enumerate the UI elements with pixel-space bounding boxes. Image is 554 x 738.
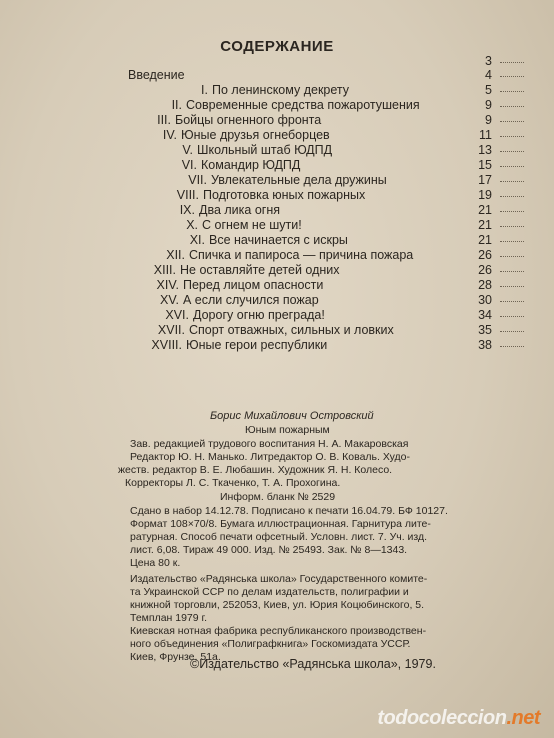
toc-leader-dots bbox=[500, 196, 524, 197]
toc-entry bbox=[0, 218, 554, 234]
toc-entry-page: 21 bbox=[478, 218, 492, 232]
publisher-imprint: ©Издательство «Радянська школа», 1979. bbox=[190, 657, 436, 671]
toc-entry bbox=[0, 143, 554, 159]
colophon-line: жеств. редактор В. Е. Любашин. Художник Я. Н. Колесо. bbox=[118, 464, 393, 476]
toc-entry-page: 34 bbox=[478, 308, 492, 322]
toc-entry-page: 4 bbox=[485, 68, 492, 82]
toc-entry-page: 19 bbox=[478, 188, 492, 202]
toc-entry-page: 30 bbox=[478, 293, 492, 307]
toc-entry bbox=[0, 203, 554, 219]
toc-entry bbox=[0, 263, 554, 279]
toc-leader-dots bbox=[500, 331, 524, 332]
toc-entry-page: 13 bbox=[478, 143, 492, 157]
toc-entry-label: Подготовка юных пожарных bbox=[203, 188, 366, 202]
toc-leader-dots bbox=[500, 256, 524, 257]
toc-entry-number: VII. bbox=[188, 173, 207, 187]
colophon-line: Темплан 1979 г. bbox=[130, 612, 207, 624]
toc-leader-dots bbox=[500, 346, 524, 347]
toc-leader-dots bbox=[500, 166, 524, 167]
colophon-line: Формат 108×70/8. Бумага иллюстрационная. Гарнитура лите- bbox=[130, 518, 431, 530]
toc-leader-dots bbox=[500, 106, 524, 107]
toc-entry bbox=[0, 338, 554, 354]
toc-entry-label: А если случился пожар bbox=[183, 293, 319, 307]
toc-entry-label: Юные друзья огнеборцев bbox=[181, 128, 330, 142]
colophon-line: Киев, Фрунзе, 51а. bbox=[130, 651, 221, 663]
toc-entry-label: Школьный штаб ЮДПД bbox=[197, 143, 333, 157]
toc-entry-label: Спорт отважных, сильных и ловких bbox=[189, 323, 394, 337]
colophon-line: Редактор Ю. Н. Манько. Литредактор О. В. Коваль. Худо- bbox=[130, 451, 410, 463]
toc-entry-page: 9 bbox=[485, 113, 492, 127]
toc-entry-number: VI. bbox=[181, 158, 197, 172]
toc-entry-label: Перед лицом опасности bbox=[183, 278, 324, 292]
toc-entry-number: XI. bbox=[189, 233, 205, 247]
toc-entry bbox=[0, 113, 554, 129]
toc-leader-dots bbox=[500, 181, 524, 182]
toc-leader-dots bbox=[500, 211, 524, 212]
toc-entry-page: 9 bbox=[485, 98, 492, 112]
toc-entry-label: Введение bbox=[128, 68, 185, 82]
toc-entry-page: 21 bbox=[478, 203, 492, 217]
toc-leader-dots bbox=[500, 226, 524, 227]
toc-entry-number: III. bbox=[157, 113, 171, 127]
toc-entry-page: 38 bbox=[478, 338, 492, 352]
colophon-line: Цена 80 к. bbox=[130, 557, 181, 569]
toc-entry-number: XIII. bbox=[153, 263, 176, 277]
watermark-logo bbox=[377, 707, 540, 730]
colophon-line: ратурная. Способ печати офсетный. Условн. лист. 7. Уч. изд. bbox=[130, 531, 428, 543]
colophon-line: та Украинской ССР по делам издательств, полиграфии и bbox=[130, 586, 409, 598]
toc-entry-label: Дорогу огню преграда! bbox=[193, 308, 325, 322]
toc-entry-number: XV. bbox=[159, 293, 179, 307]
toc-leader-dots bbox=[500, 316, 524, 317]
toc-entry bbox=[0, 68, 554, 84]
toc-entry-page: 26 bbox=[478, 263, 492, 277]
toc-entry bbox=[0, 158, 554, 174]
toc-leader-dots bbox=[500, 76, 524, 77]
toc-entry-page: 21 bbox=[478, 233, 492, 247]
toc-entry bbox=[0, 188, 554, 204]
colophon-line: Киевская нотная фабрика республиканского производствен- bbox=[130, 625, 427, 637]
toc-entry bbox=[0, 323, 554, 339]
toc-entry-number: VIII. bbox=[176, 188, 199, 202]
watermark-text: todocoleccion bbox=[377, 707, 507, 729]
toc-leader-dots bbox=[500, 241, 524, 242]
toc-leader-dots bbox=[500, 271, 524, 272]
toc-entry-number: IX. bbox=[179, 203, 195, 217]
toc-entry-number: XVII. bbox=[157, 323, 185, 337]
toc-entry-number: II. bbox=[171, 98, 182, 112]
toc-entry-number: XIV. bbox=[156, 278, 179, 292]
toc-entry-label: Не оставляйте детей одних bbox=[180, 263, 340, 277]
toc-entry-label: Юные герои республики bbox=[186, 338, 328, 352]
colophon-line: Зав. редакцией трудового воспитания Н. А. Макаровская bbox=[130, 438, 409, 450]
toc-entry-label: По ленинскому декрету bbox=[212, 83, 350, 97]
toc-leader-dots bbox=[500, 121, 524, 122]
toc-entry bbox=[0, 248, 554, 264]
watermark-tld: .net bbox=[506, 707, 540, 729]
toc-entry-label: Бойцы огненного фронта bbox=[175, 113, 322, 127]
colophon-line: книжной торговли, 252053, Киев, ул. Юрия Коцюбинского, 5. bbox=[130, 599, 425, 611]
toc-entry-number: I. bbox=[201, 83, 208, 97]
colophon-line: Издательство «Радянська школа» Государственного комите- bbox=[130, 573, 428, 585]
toc-entry-page: 26 bbox=[478, 248, 492, 262]
toc-entry-page: 17 bbox=[478, 173, 492, 187]
toc-leader-dots bbox=[500, 301, 524, 302]
toc-entry-label: Современные средства пожаротушения bbox=[186, 98, 420, 112]
toc-leader-dots bbox=[500, 286, 524, 287]
toc-entry bbox=[0, 233, 554, 249]
toc-leader-dots bbox=[500, 151, 524, 152]
toc-entry-page: 35 bbox=[478, 323, 492, 337]
toc-entry bbox=[0, 278, 554, 294]
toc-entry-label: Два лика огня bbox=[199, 203, 281, 217]
colophon-line: Корректоры Л. С. Ткаченко, Т. А. Прохогина. bbox=[125, 477, 341, 489]
colophon-line: Информ. бланк № 2529 bbox=[220, 491, 336, 503]
toc-entry-number: IV. bbox=[162, 128, 177, 142]
toc-entry-label: Командир ЮДПД bbox=[201, 158, 301, 172]
toc-entry-page: 15 bbox=[478, 158, 492, 172]
author-name: Борис Михайлович Островский bbox=[210, 410, 374, 422]
toc-entry-number: XVIII. bbox=[151, 338, 182, 352]
toc-entry-label: С огнем не шути! bbox=[202, 218, 302, 232]
toc-entry-page: 28 bbox=[478, 278, 492, 292]
book-title: Юным пожарным bbox=[245, 424, 330, 436]
toc-entry-number: V. bbox=[182, 143, 193, 157]
toc-entry-number: X. bbox=[186, 218, 198, 232]
toc-entry bbox=[0, 128, 554, 144]
colophon-line: ного объединения «Полиграфкнига» Госкомиздата УССР. bbox=[130, 638, 411, 650]
toc-entry-page: 11 bbox=[479, 128, 492, 142]
toc-entry bbox=[0, 293, 554, 309]
toc-leader-dots bbox=[500, 136, 524, 137]
toc-entry-label: Все начинается с искры bbox=[209, 233, 348, 247]
toc-entry-label: Спичка и папироса — причина пожара bbox=[189, 248, 414, 262]
toc-entry bbox=[0, 173, 554, 189]
colophon-line: Сдано в набор 14.12.78. Подписано к печати 16.04.79. БФ 10127. bbox=[130, 505, 448, 517]
toc-leader-dots bbox=[500, 91, 524, 92]
colophon-line: лист. 6,08. Тираж 49 000. Изд. № 25493. Зак. № 8—1343. bbox=[130, 544, 408, 556]
toc-entry-page: 5 bbox=[485, 83, 492, 97]
toc-entry bbox=[0, 98, 554, 114]
toc-leader-dots bbox=[500, 62, 524, 63]
toc-entry-page: 3 bbox=[485, 54, 492, 68]
page-title: СОДЕРЖАНИЕ bbox=[220, 38, 334, 55]
toc-entry-label: Увлекательные дела дружины bbox=[211, 173, 387, 187]
toc-entry-number: XII. bbox=[166, 248, 185, 262]
toc-entry bbox=[0, 83, 554, 99]
toc-entry bbox=[0, 308, 554, 324]
toc-entry-number: XVI. bbox=[165, 308, 189, 322]
